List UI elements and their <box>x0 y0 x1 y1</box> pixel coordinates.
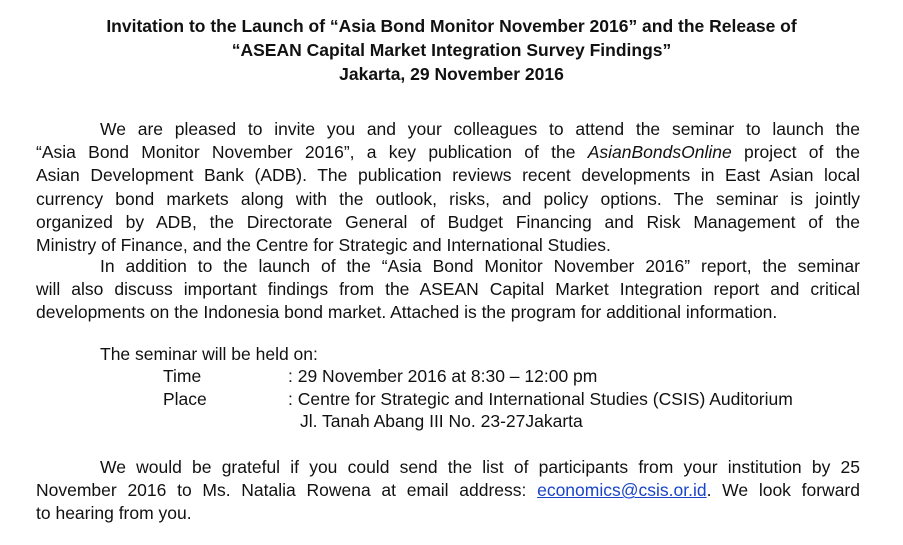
paragraph-request-line-3: to hearing from you. <box>36 503 192 524</box>
paragraph-addition <box>36 255 860 325</box>
place-value: : Centre for Strategic and International Studies (CSIS) Auditorium <box>288 389 793 409</box>
time-label: Time <box>163 366 202 386</box>
text-segment: . We look forward <box>706 480 860 501</box>
paragraph-addition-line-3: developments on the Indonesia bond market. Attached is the program for additional information. <box>36 302 778 323</box>
paragraph-intro <box>36 118 860 257</box>
asianbondsonline-text: AsianBondsOnline <box>587 142 732 163</box>
text-segment: “Asia Bond Monitor November 2016”, a key publication of the <box>36 142 588 163</box>
paragraph-addition-line-2: will also discuss important findings from the ASEAN Capital Market Integration report and critical <box>36 279 860 300</box>
paragraph-addition-line-1: In addition to the launch of the “Asia Bond Monitor November 2016” report, the seminar <box>100 256 860 276</box>
time-value: : 29 November 2016 at 8:30 – 12:00 pm <box>288 366 598 386</box>
place-label: Place <box>163 389 207 409</box>
email-link[interactable]: economics@csis.or.id <box>537 480 707 501</box>
title-line-2: “ASEAN Capital Market Integration Survey Findings” <box>231 40 672 60</box>
paragraph-request <box>36 456 860 526</box>
paragraph-intro-line-2 <box>36 141 860 164</box>
title-line-3: Jakarta, 29 November 2016 <box>339 64 564 84</box>
schedule-intro: The seminar will be held on: <box>100 344 318 364</box>
paragraph-request-line-1: We would be grateful if you could send the list of participants from your institution by 25 <box>100 457 860 477</box>
text-segment: November 2016 to Ms. Natalia Rowena at email address: <box>36 480 538 501</box>
paragraph-intro-line-1: We are pleased to invite you and your colleagues to attend the seminar to launch the <box>100 119 860 139</box>
title-line-1: Invitation to the Launch of “Asia Bond Monitor November 2016” and the Release of <box>106 16 797 36</box>
paragraph-intro-line-5: organized by ADB, the Directorate General of Budget Financing and Risk Management of the <box>36 211 860 232</box>
text-segment: project of the <box>731 142 860 163</box>
paragraph-request-line-2 <box>36 479 860 502</box>
place-address: Jl. Tanah Abang III No. 23-27Jakarta <box>300 411 583 431</box>
paragraph-intro-line-4: currency bond markets along with the outlook, risks, and policy options. The seminar is jointly <box>36 188 860 209</box>
paragraph-intro-line-6: Ministry of Finance, and the Centre for Strategic and International Studies. <box>36 235 611 256</box>
paragraph-intro-line-3: Asian Development Bank (ADB). The publication reviews recent developments in East Asian local <box>36 165 860 186</box>
